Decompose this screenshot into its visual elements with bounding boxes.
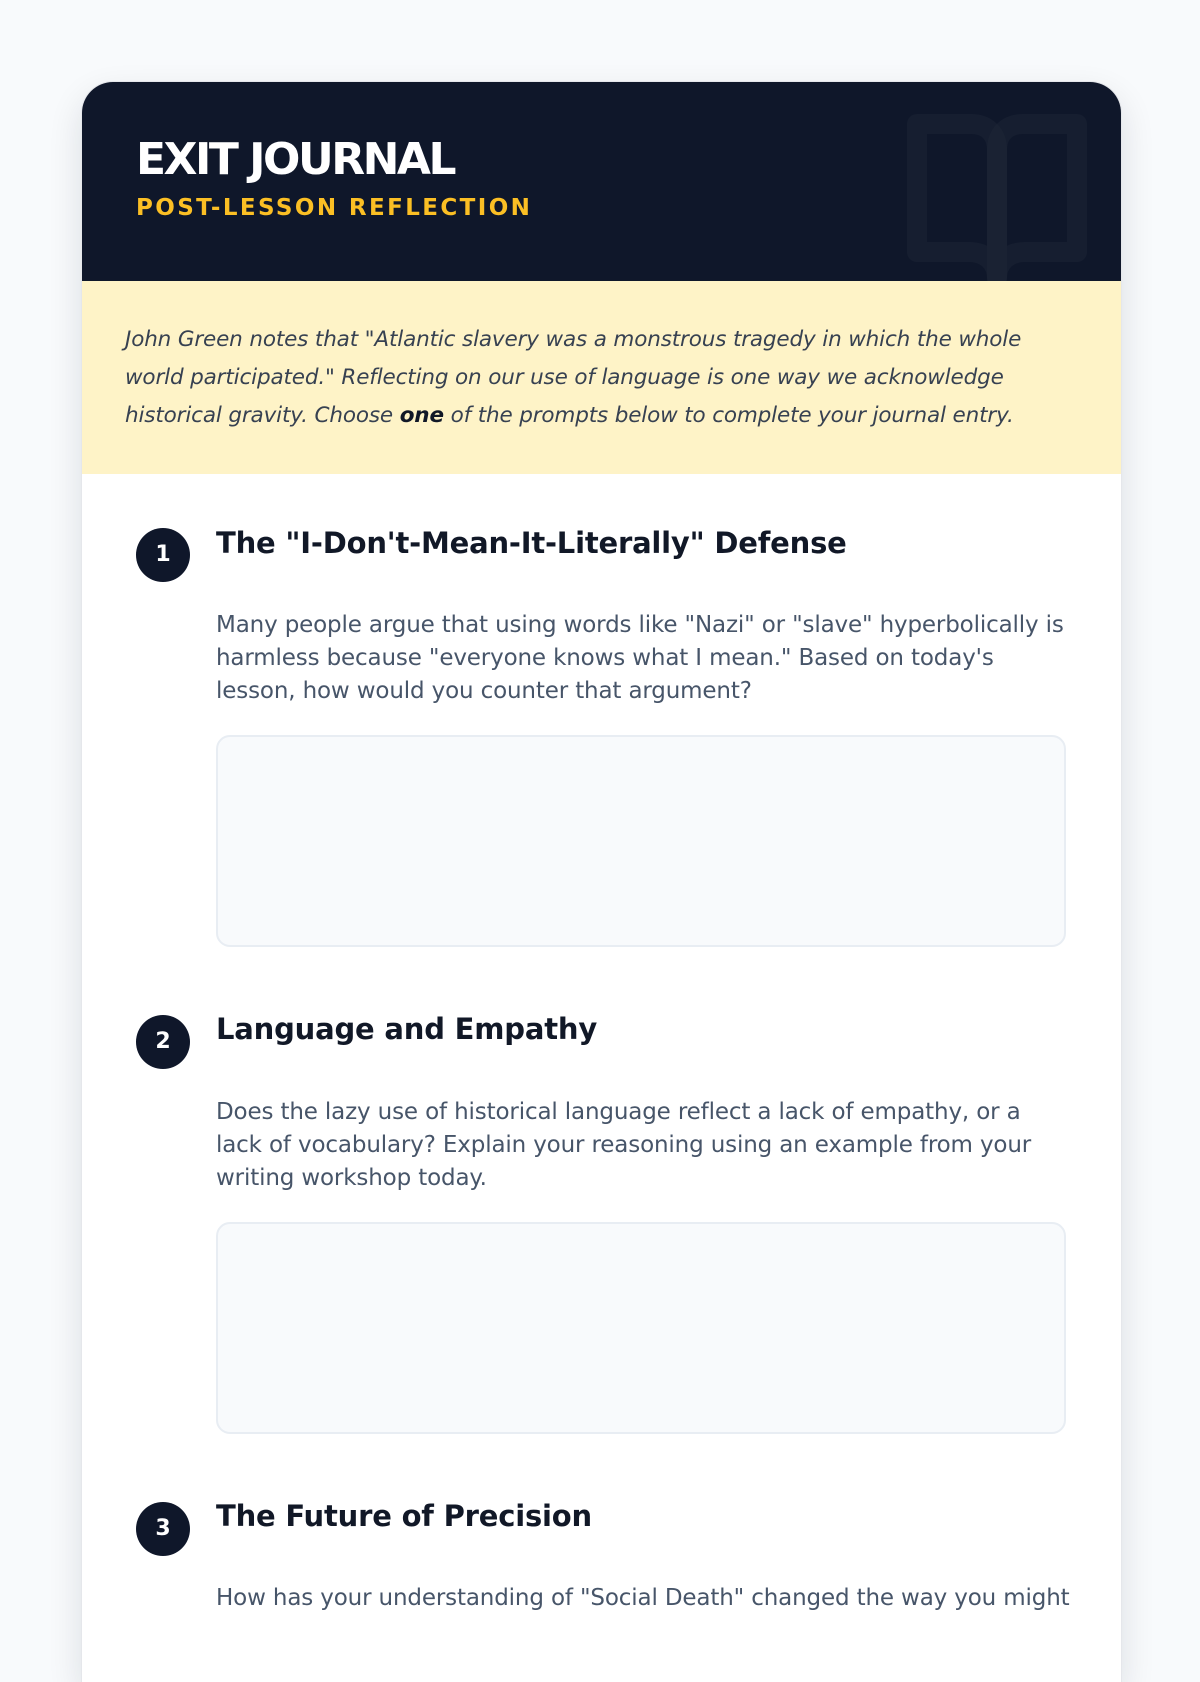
prompt-number-badge: 2 <box>136 1015 190 1069</box>
intro-emphasis: one <box>399 403 444 428</box>
journal-answer-input[interactable] <box>216 1222 1066 1434</box>
page-title: EXIT JOURNAL <box>136 134 454 185</box>
page-subtitle: POST-LESSON REFLECTION <box>136 195 533 221</box>
prompt-title: Language and Empathy <box>216 1012 598 1046</box>
intro-text-before: John Green notes that "Atlantic slavery was a monstrous tragedy in which the whole world participated." Reflecting on our use of language is one way we acknowledge historical gravity. Choose <box>125 327 1022 428</box>
prompt-description: Many people argue that using words like "Nazi" or "slave" hyperbolically is harmless because "everyone knows what I mean." Based on today's lesson, how would you counter that argument? <box>216 612 1064 704</box>
prompt-description: Does the lazy use of historical language reflect a lack of empathy, or a lack of vocabulary? Explain your reasoning using an example from your writing workshop today. <box>216 1099 1032 1191</box>
prompt-description: How has your understanding of "Social Death" changed the way you might <box>216 1585 1070 1611</box>
intro-text <box>125 321 1071 435</box>
journal-header <box>82 82 1121 281</box>
intro-callout <box>82 281 1121 474</box>
exit-journal-card <box>81 81 1122 1682</box>
prompt-title: The "I-Don't-Mean-It-Literally" Defense <box>216 526 847 560</box>
journal-answer-input[interactable] <box>216 735 1066 947</box>
prompt-title: The Future of Precision <box>216 1499 592 1533</box>
prompt-number-badge: 3 <box>136 1502 190 1556</box>
book-icon <box>899 112 1121 281</box>
prompt-number-badge: 1 <box>136 528 190 582</box>
intro-text-after: of the prompts below to complete your journal entry. <box>443 403 1014 428</box>
